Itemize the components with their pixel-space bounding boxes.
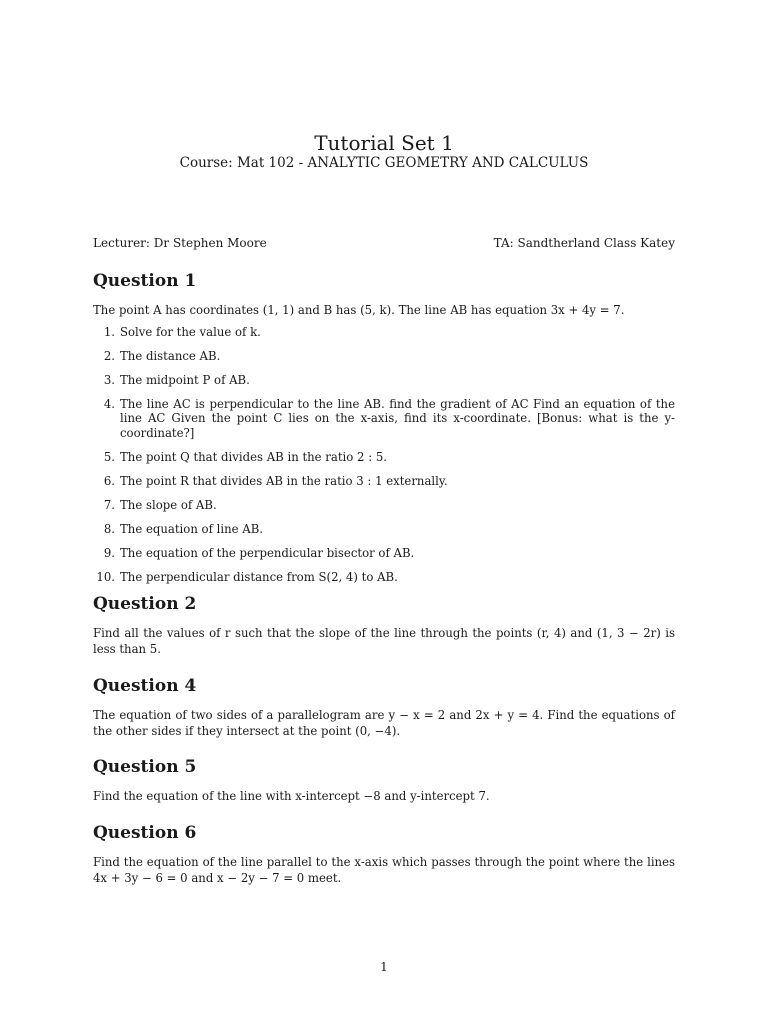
question-4: [93, 676, 675, 739]
list-item: [93, 498, 675, 513]
list-item-number: 5.: [103, 449, 115, 464]
question-4-heading: Question 4: [93, 676, 197, 696]
list-item: [93, 522, 675, 537]
list-item: [93, 546, 675, 561]
list-item-number: 3.: [103, 372, 115, 387]
ta-label: TA: Sandtherland Class Katey: [493, 236, 675, 250]
list-item: [93, 450, 675, 465]
list-item: [93, 325, 675, 340]
list-item-text: The midpoint P of AB.: [120, 372, 250, 387]
staff-line: [93, 236, 675, 250]
list-item: [93, 373, 675, 388]
list-item-text: The slope of AB.: [120, 498, 217, 513]
list-item-number: 2.: [103, 348, 115, 363]
list-item-number: 10.: [96, 570, 115, 585]
list-item-text: The distance AB.: [120, 348, 221, 363]
list-item-text: The point Q that divides AB in the ratio 2 : 5.: [120, 449, 387, 464]
list-item-text: The perpendicular distance from S(2, 4) to AB.: [120, 570, 398, 585]
question-6: [93, 823, 675, 886]
question-2-heading: Question 2: [93, 594, 197, 614]
list-item-text: The point R that divides AB in the ratio 3 : 1 externally.: [120, 473, 448, 488]
question-2-text: Find all the values of r such that the slope of the line through the points (r, 4) and (1, 3 − 2r) is less than 5.: [93, 626, 675, 656]
question-6-heading: Question 6: [93, 823, 197, 843]
question-2: [93, 594, 675, 657]
list-item-number: 1.: [103, 324, 115, 339]
question-5: [93, 757, 675, 805]
question-6-text: Find the equation of the line parallel to the x-axis which passes through the point where the lines 4x + 3y − 6 = 0 and x − 2y − 7 = 0 meet.: [93, 855, 675, 885]
page-number: 1: [380, 960, 388, 974]
list-item-number: 9.: [103, 546, 115, 561]
list-item-number: 6.: [103, 473, 115, 488]
list-item-number: 8.: [103, 522, 115, 537]
list-item-number: 4.: [103, 396, 115, 411]
question-1-heading: Question 1: [93, 271, 197, 291]
course-subtitle: Course: Mat 102 - ANALYTIC GEOMETRY AND CALCULUS: [179, 155, 589, 171]
question-1: [93, 271, 675, 594]
page-title: Tutorial Set 1: [314, 131, 454, 155]
list-item: [93, 397, 675, 441]
lecturer-label: Lecturer: Dr Stephen Moore: [93, 236, 267, 250]
question-5-text: Find the equation of the line with x-intercept −8 and y-intercept 7.: [93, 789, 490, 803]
list-item-text: The equation of the perpendicular bisector of AB.: [120, 546, 415, 561]
list-item-number: 7.: [103, 498, 115, 513]
list-item-text: Solve for the value of k.: [120, 324, 261, 339]
list-item: [93, 474, 675, 489]
list-item-text: The line AC is perpendicular to the line AB. find the gradient of AC Find an equation of the line AC Given the point C lies on the x-axis, find its x-coordinate. [Bonus: what is the y-coordinate?]: [120, 396, 675, 440]
question-5-heading: Question 5: [93, 757, 197, 777]
question-1-list: [93, 325, 675, 585]
question-1-intro: The point A has coordinates (1, 1) and B has (5, k). The line AB has equation 3x + 4y = 7.: [93, 303, 625, 317]
list-item-text: The equation of line AB.: [120, 522, 264, 537]
document-page: [93, 0, 675, 1024]
list-item: [93, 349, 675, 364]
list-item: [93, 570, 675, 585]
question-4-text: The equation of two sides of a parallelogram are y − x = 2 and 2x + y = 4. Find the equations of the other sides if they intersect at the point (0, −4).: [93, 708, 675, 738]
